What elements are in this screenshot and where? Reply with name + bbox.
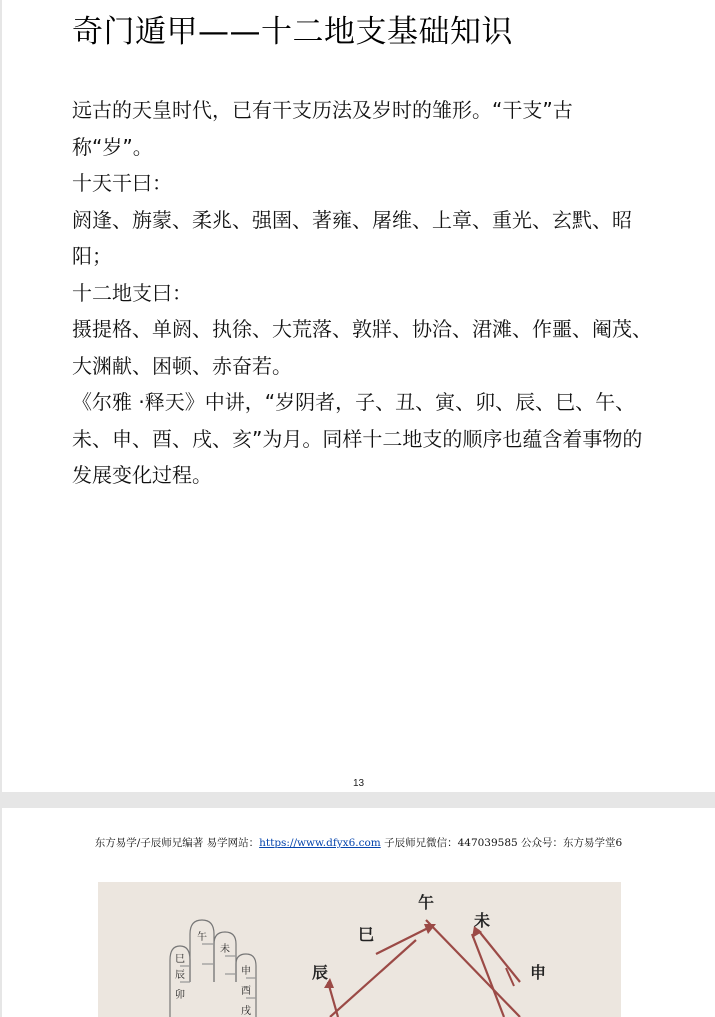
- paragraph: 十二地支曰：: [72, 280, 192, 305]
- branch-diagram: [98, 882, 621, 1017]
- arrow-line: [376, 927, 430, 954]
- middle-finger-shape: [190, 920, 214, 982]
- page-header: [2, 835, 715, 850]
- arrow-line: [478, 930, 520, 982]
- paragraph: 十天干曰：: [72, 171, 172, 195]
- hand-label: 辰: [175, 970, 185, 981]
- branch-label: 午: [417, 893, 435, 912]
- header-author: 东方易学/子辰师兄编著 易学网站：: [94, 837, 260, 849]
- hand-label: 申: [241, 966, 251, 977]
- hand-label: 巳: [175, 954, 185, 965]
- paragraph: 《尔雅 ·释天》中讲，“岁阴者，子、丑、寅、卯、辰、巳、午、未、申、酉、戌、亥”为月。同样十二地支的顺序也蕴含着事物的发展变化过程。: [72, 390, 643, 487]
- hand-label: 午: [197, 932, 207, 943]
- document-page-14: [2, 808, 715, 1017]
- paragraph: 摄提格、单阏、执徐、大荒落、敦牂、协洽、涒滩、作噩、阉茂、大渊献、困顿、赤奋若。: [72, 317, 652, 378]
- arrow-line: [330, 940, 416, 1017]
- website-link[interactable]: https://www.dfyx6.com: [259, 837, 381, 849]
- hand-label: 未: [220, 944, 230, 955]
- header-contact: 子辰师兄微信：447039585 公众号：东方易学堂6: [380, 837, 623, 849]
- body-text: [72, 92, 652, 494]
- branch-label: 未: [473, 911, 491, 930]
- arrow-lines: [328, 920, 520, 1017]
- arrow-line: [472, 934, 504, 1017]
- branch-label: 辰: [311, 963, 329, 982]
- hand-label: 戌: [241, 1006, 251, 1017]
- branch-label: 申: [529, 963, 547, 982]
- arrow-heads: [324, 924, 482, 988]
- page-title: 奇门遁甲——十二地支基础知识: [72, 14, 513, 50]
- hand-label: 卯: [175, 990, 185, 1001]
- paragraph: 远古的天皇时代，已有干支历法及岁时的雏形。“干支”古称“岁”。: [72, 98, 573, 159]
- branch-diagram-image: [98, 882, 621, 1017]
- page-number: 13: [352, 778, 365, 789]
- paragraph: 阏逢、旃蒙、柔兆、强圉、著雍、屠维、上章、重光、玄黓、昭阳；: [72, 207, 632, 268]
- branch-label: 巳: [357, 925, 375, 944]
- hand-label: 酉: [241, 986, 251, 997]
- document-page-13: [2, 0, 715, 792]
